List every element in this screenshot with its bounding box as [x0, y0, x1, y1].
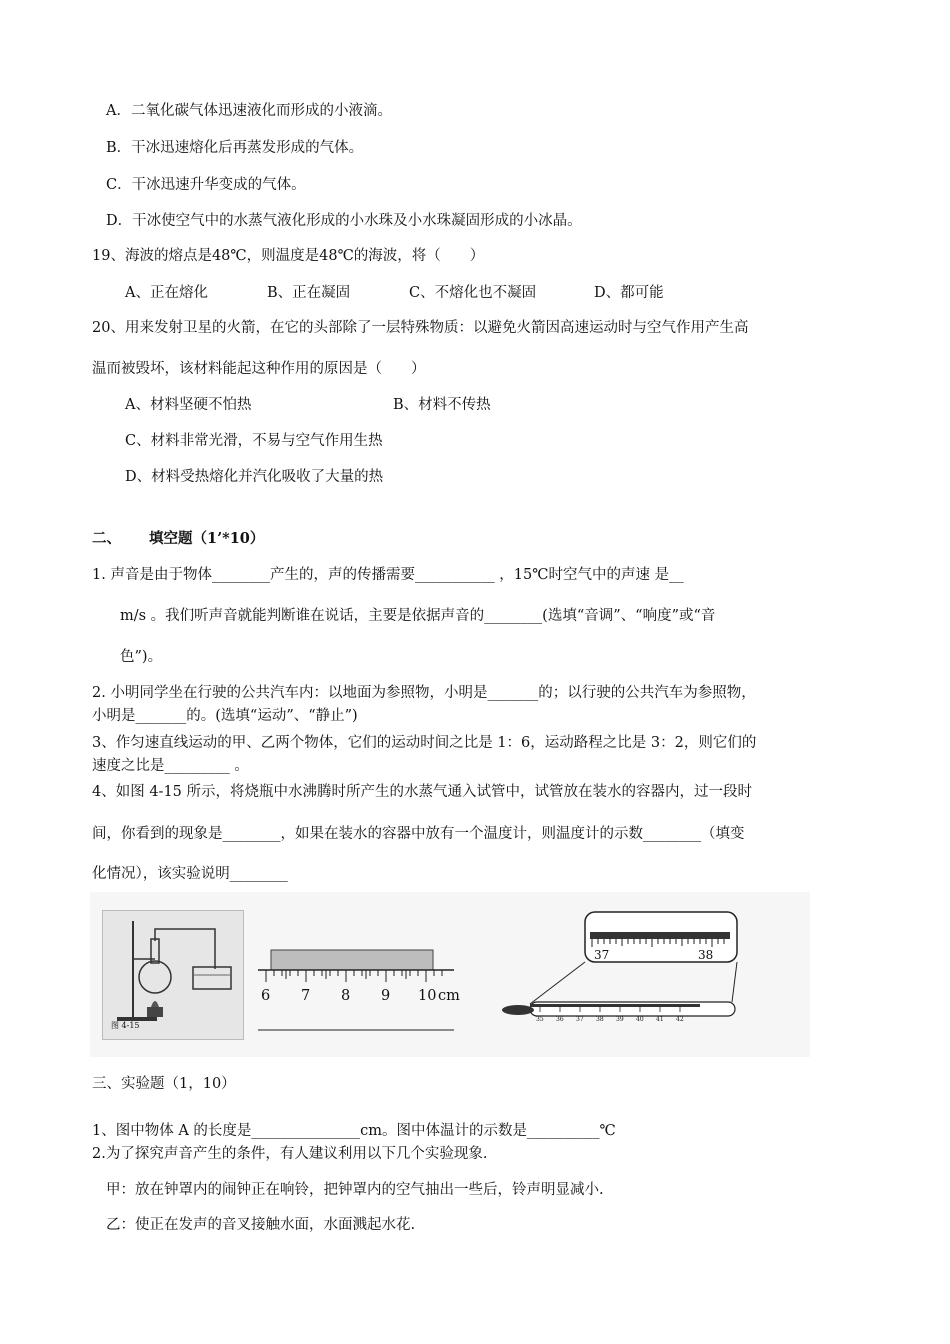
thermo-scale-40: 40	[636, 1016, 644, 1023]
fill2-line1: 2. 小明同学坐在行驶的公共汽车内：以地面为参照物，小明是_______的；以行驶的公共汽车为参照物，	[92, 685, 756, 701]
thermo-zoom-37: 37	[594, 948, 610, 962]
q19-option-a: A、正在熔化	[125, 285, 208, 301]
thermo-scale-38: 38	[596, 1016, 604, 1023]
section3-title: 三、实验题（1，10）	[92, 1076, 236, 1092]
exp2-jia: 甲：放在钟罩内的闹钟正在响铃，把钟罩内的空气抽出一些后，铃声明显减小.	[106, 1182, 604, 1198]
ruler-tick-8: 8	[341, 988, 351, 1004]
thermo-scale-36: 36	[556, 1016, 564, 1023]
thermo-scale-41: 41	[656, 1016, 664, 1023]
q19-option-d: D、都可能	[594, 285, 664, 301]
boiling-apparatus-drawing	[103, 911, 243, 1039]
thermo-scale-42: 42	[676, 1016, 684, 1023]
exp2-line: 2.为了探究声音产生的条件，有人建议利用以下几个实验现象.	[92, 1146, 488, 1162]
ruler-unit: cm	[438, 988, 460, 1004]
q20-option-c: C、材料非常光滑，不易与空气作用生热	[125, 433, 383, 449]
ruler-tick-7: 7	[301, 988, 311, 1004]
section2-title: 填空题（1’*10）	[149, 530, 265, 547]
object-a	[271, 950, 433, 970]
q18-option-d: D．干冰使空气中的水蒸气液化形成的小水珠及小水珠凝固形成的小冰晶。	[106, 213, 582, 229]
ruler-figure	[258, 922, 508, 1042]
fig-caption: 图 4-15	[111, 1021, 140, 1030]
thermo-zoom-38: 38	[698, 948, 714, 962]
fill1-line3: 色”)。	[120, 649, 163, 665]
fill3-line1: 3、作匀速直线运动的甲、乙两个物体，它们的运动时间之比是 1：6，运动路程之比是 3：2，则它们的	[92, 735, 757, 751]
fill4-line2: 间，你看到的现象是________，如果在装水的容器中放有一个温度计，则温度计的示数________（填变	[92, 826, 745, 842]
boiling-apparatus-figure	[102, 910, 244, 1040]
q19-option-b: B、正在凝固	[267, 285, 351, 301]
exp2-yi: 乙：使正在发声的音叉接触水面，水面溅起水花.	[106, 1217, 416, 1233]
fill2-line2: 小明是_______的。(选填“运动”、“静止”)	[92, 708, 358, 724]
exp1-line: 1、图中物体 A 的长度是_______________cm。图中体温计的示数是__________℃	[92, 1123, 616, 1139]
ruler-drawing	[258, 922, 508, 1042]
q20-option-a: A、材料坚硬不怕热	[125, 397, 252, 413]
q20-stem-line2: 温而被毁坏，该材料能起这种作用的原因是（ ）	[92, 361, 426, 377]
q18-option-a: A．二氧化碳气体迅速液化而形成的小液滴。	[106, 103, 392, 119]
fill3-line2: 速度之比是_________ 。	[92, 758, 249, 774]
q19-option-c: C、不熔化也不凝固	[409, 285, 537, 301]
fill1-line2: m/s 。我们听声音就能判断谁在说话，主要是依据声音的________(选填“音调”、“响度”或“音	[120, 608, 716, 624]
q18-option-c: C．干冰迅速升华变成的气体。	[106, 177, 306, 193]
section2-number: 二、	[92, 530, 121, 547]
q20-stem-line1: 20、用来发射卫星的火箭，在它的头部除了一层特殊物质：以避免火箭因高速运动时与空气作用产生高	[92, 320, 749, 336]
thermo-scale-39: 39	[616, 1016, 624, 1023]
q20-option-d: D、材料受热熔化并汽化吸收了大量的热	[125, 469, 384, 485]
q19-stem: 19、海波的熔点是48℃，则温度是48℃的海波，将（ ）	[92, 248, 485, 264]
figures-strip	[90, 892, 810, 1057]
ruler-tick-6: 6	[261, 988, 271, 1004]
thermometer-figure	[500, 906, 740, 1046]
q20-option-b: B、材料不传热	[393, 397, 491, 413]
ruler-tick-9: 9	[381, 988, 391, 1004]
fill1-line1: 1. 声音是由于物体________产生的，声的传播需要___________ ，15℃时空气中的声速 是__	[92, 567, 684, 583]
thermometer-drawing	[500, 906, 740, 1046]
q18-option-b: B．干冰迅速熔化后再蒸发形成的气体。	[106, 140, 364, 156]
fill4-line1: 4、如图 4-15 所示，将烧瓶中水沸腾时所产生的水蒸气通入试管中，试管放在装水的容器内，过一段时	[92, 784, 753, 800]
ruler-tick-10: 10	[418, 988, 437, 1004]
thermo-scale-35: 35	[536, 1016, 544, 1023]
fill4-line3: 化情况），该实验说明________	[92, 866, 288, 882]
thermo-scale-37: 37	[576, 1016, 584, 1023]
